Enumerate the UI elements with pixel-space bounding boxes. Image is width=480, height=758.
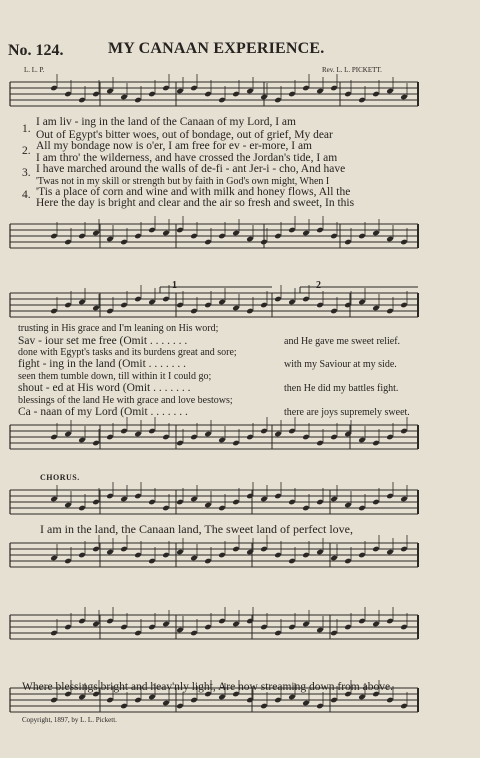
verse-number-2: 2.	[22, 145, 31, 157]
verse-2-cont-b: fight - ing in the land (Omit . . . . . . .	[18, 358, 187, 370]
verse-number-1: 1.	[22, 123, 31, 135]
first-ending-label: 1	[172, 280, 177, 291]
verse-1-cont-end: and He gave me sweet relief.	[284, 336, 401, 347]
chorus-line-2: Where blessings bright and heav'nly light, Are now streaming down from above.	[22, 681, 393, 693]
words-credit: L. L. P.	[24, 66, 45, 74]
verse-3-cont-end: then He did my battles fight.	[284, 383, 399, 394]
hymn-title: MY CANAAN EXPERIENCE.	[108, 40, 325, 57]
verse-4-cont-end: there are joys supremely sweet.	[284, 407, 410, 418]
chorus-line-1: I am in the land, the Canaan land, The sweet land of perfect love,	[40, 522, 353, 536]
copyright-notice: Copyright, 1897, by L. L. Pickett.	[22, 716, 117, 724]
verse-4-line-a: 'Tis a place of corn and wine and with milk and honey flows, All the	[36, 186, 351, 198]
chorus-label: CHORUS.	[40, 473, 80, 482]
verse-number-4: 4.	[22, 189, 31, 201]
music-credit: Rev. L. L. PICKETT.	[322, 66, 382, 74]
verse-1-line-a: I am liv - ing in the land of the Canaan of my Lord, I am	[36, 116, 296, 128]
verse-3-line-a: I have marched around the walls of de-fi - ant Jer-i - cho, And have	[36, 163, 346, 175]
verse-1-cont-a: trusting in His grace and I'm leaning on His word;	[18, 323, 219, 334]
verse-3-cont-b: shout - ed at His word (Omit . . . . . . .	[18, 382, 191, 394]
verse-1-line-b: Out of Egypt's bitter woes, out of bondage, out of grief, My dear	[36, 129, 333, 141]
second-ending-label: 2	[316, 280, 321, 291]
hymn-number: No. 124.	[8, 42, 64, 59]
verse-3-line-b: 'Twas not in my skill or strength but by faith in God's own might, When I	[36, 176, 330, 187]
verse-4-cont-b: Ca - naan of my Lord (Omit . . . . . . .	[18, 406, 188, 418]
verse-2-line-b: I am thro' the wilderness, and have crossed the Jordan's tide, I am	[36, 152, 338, 164]
verse-1-cont-b: Sav - iour set me free (Omit . . . . . . .	[18, 335, 188, 347]
verse-number-3: 3.	[22, 167, 31, 179]
verse-4-line-b: Here the day is bright and clear and the air so fresh and sweet, In this	[36, 197, 355, 209]
verse-2-cont-a: done with Egypt's tasks and its burdens great and sore;	[18, 347, 237, 358]
verse-4-cont-a: blessings of the land He with grace and love bestows;	[18, 395, 233, 406]
verse-2-cont-end: with my Saviour at my side.	[284, 359, 397, 370]
verse-2-line-a: All my bondage now is o'er, I am free for ev - er-more, I am	[36, 140, 312, 152]
verse-3-cont-a: seen them tumble down, till within it I could go;	[18, 371, 212, 382]
